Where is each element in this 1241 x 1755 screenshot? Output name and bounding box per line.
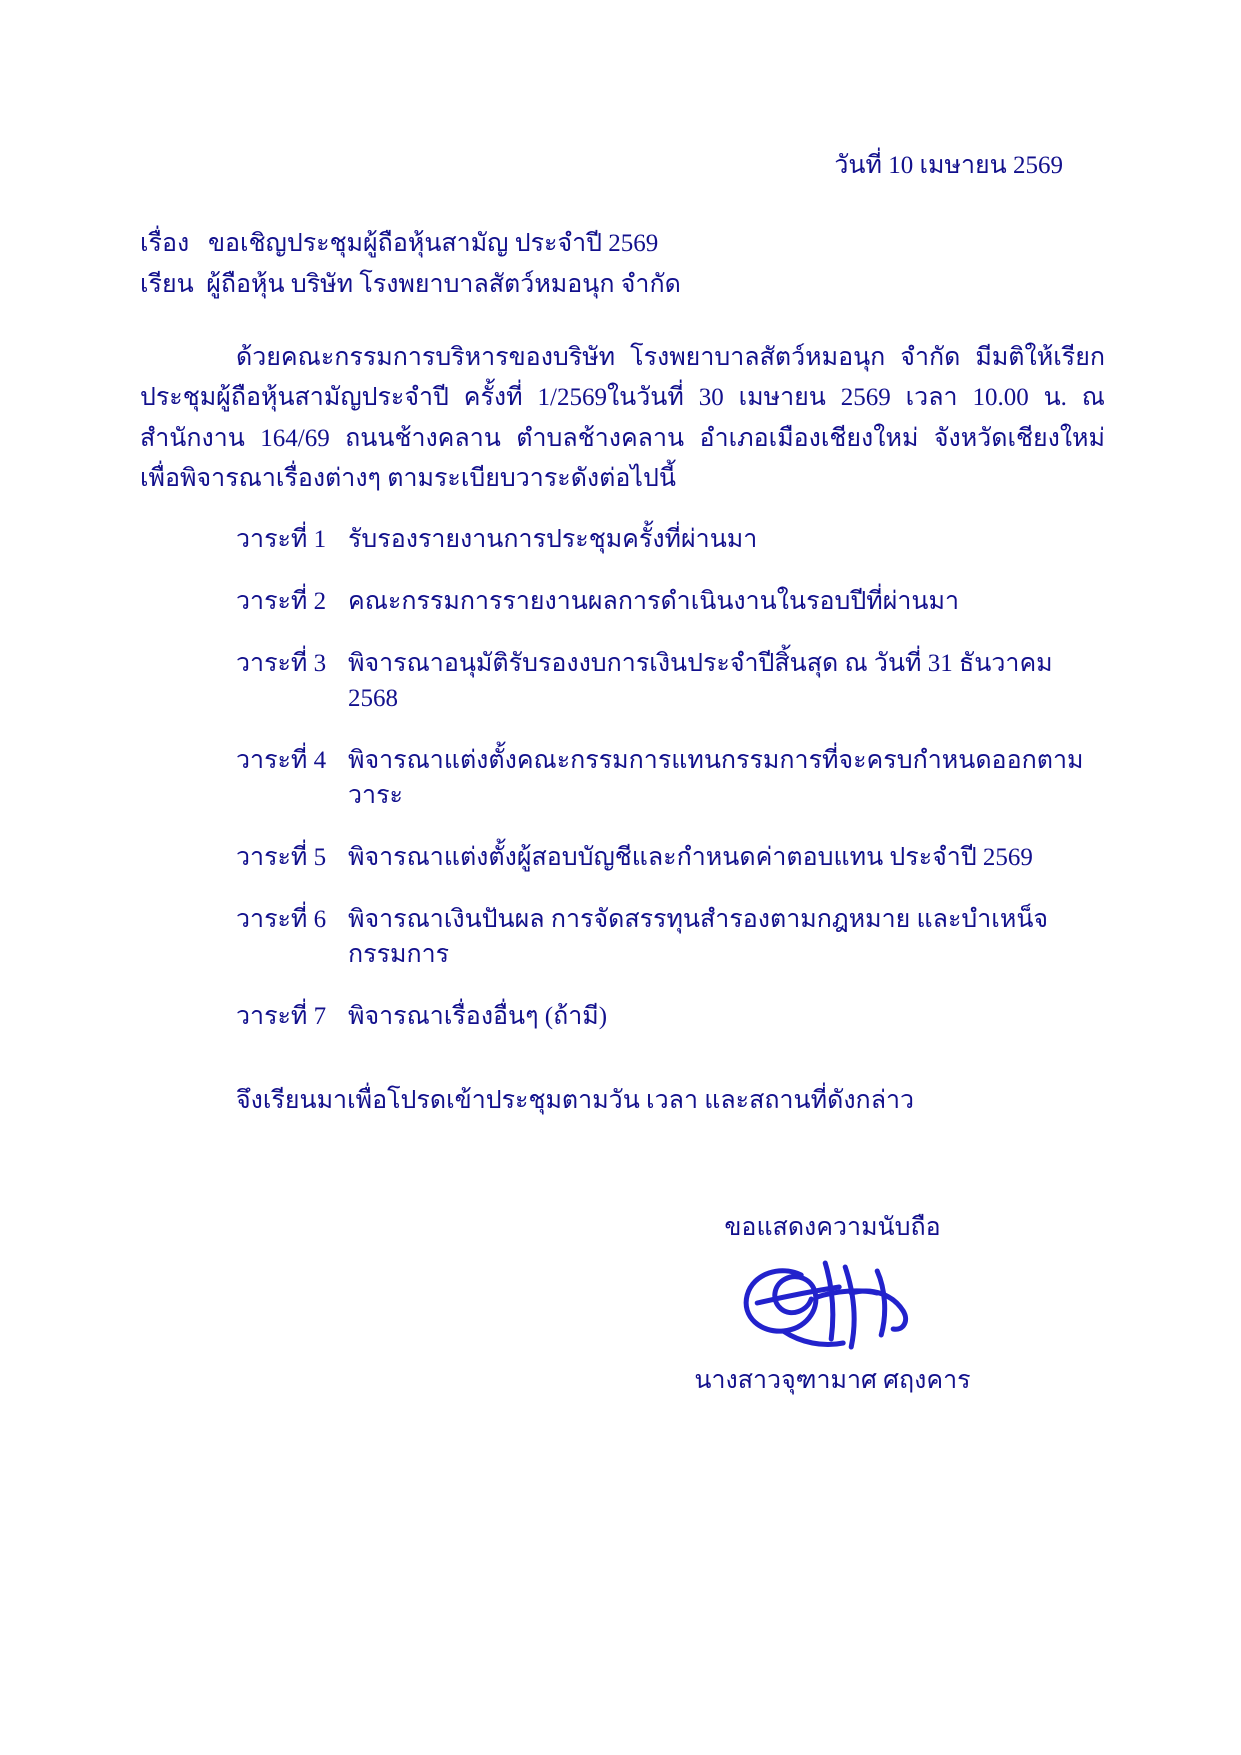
agenda-item xyxy=(236,999,1105,1034)
regards-line: ขอแสดงความนับถือ xyxy=(724,1213,941,1241)
agenda-item-number: วาระที่ 4 xyxy=(236,746,327,774)
agenda-item-number: วาระที่ 5 xyxy=(236,843,327,871)
agenda-item-number: วาระที่ 3 xyxy=(236,649,327,677)
letter-body xyxy=(140,150,1105,1398)
agenda-item-text: พิจารณาเงินปันผล การจัดสรรทุนสำรองตามกฎหมาย และบำเหน็จกรรมการ xyxy=(348,905,1049,968)
agenda-item xyxy=(236,584,1105,619)
agenda-item-text: คณะกรรมการรายงานผลการดำเนินงานในรอบปีที่ผ่านมา xyxy=(348,587,960,615)
date-line: วันที่ 10 เมษายน 2569 xyxy=(834,152,1063,179)
agenda-item xyxy=(236,902,1105,972)
signer-name: นางสาวจุฑามาศ ศฤงคาร xyxy=(694,1366,971,1394)
subject-line: เรื่อง ขอเชิญประชุมผู้ถือหุ้นสามัญ ประจำปี 2569 xyxy=(140,229,659,257)
agenda-item-text: พิจารณาแต่งตั้งคณะกรรมการแทนกรรมการที่จะครบกำหนดออกตามวาระ xyxy=(348,746,1084,809)
closing-paragraph: จึงเรียนมาเพื่อโปรดเข้าประชุมตามวัน เวลา และสถานที่ดังกล่าว xyxy=(236,1086,915,1114)
agenda-item xyxy=(236,646,1105,716)
signature-image xyxy=(560,1245,1105,1363)
handwritten-signature-icon xyxy=(727,1247,957,1367)
agenda-item-number: วาระที่ 7 xyxy=(236,1002,327,1030)
agenda-item xyxy=(236,522,1105,557)
agenda-item xyxy=(236,743,1105,813)
agenda-item-number: วาระที่ 6 xyxy=(236,905,327,933)
agenda-item-text: พิจารณาอนุมัติรับรองงบการเงินประจำปีสิ้นสุด ณ วันที่ 31 ธันวาคม 2568 xyxy=(348,649,1053,712)
agenda-item-text: รับรองรายงานการประชุมครั้งที่ผ่านมา xyxy=(348,525,758,553)
agenda-item-number: วาระที่ 1 xyxy=(236,525,327,553)
agenda-item-text: พิจารณาเรื่องอื่นๆ (ถ้ามี) xyxy=(348,1002,608,1030)
agenda-item xyxy=(236,840,1105,875)
recipient-line: เรียน ผู้ถือหุ้น บริษัท โรงพยาบาลสัตว์หมอนุก จำกัด xyxy=(140,271,681,298)
body-paragraph: ด้วยคณะกรรมการบริหารของบริษัท โรงพยาบาลสัตว์หมอนุก จำกัด มีมติให้เรียกประชุมผู้ถือหุ้นสามัญประจำปี ครั้งที่ 1/2569ในวันที่ 30 เมษายน 2569 เวลา 10.00 น. ณ สำนักงาน 164/69 ถนนช้างคลาน ตำบลช้างคลาน อำเภอเมืองเชียงใหม่ จังหวัดเชียงใหม่ เพื่อพิจารณาเรื่องต่างๆ ตามระเบียบวาระดังต่อไปนี้ xyxy=(140,343,1105,492)
agenda-item-number: วาระที่ 2 xyxy=(236,587,327,615)
signature-block xyxy=(140,1210,1105,1398)
agenda-item-text: พิจารณาแต่งตั้งผู้สอบบัญชีและกำหนดค่าตอบแทน ประจำปี 2569 xyxy=(348,843,1033,871)
agenda-list xyxy=(236,522,1105,1034)
